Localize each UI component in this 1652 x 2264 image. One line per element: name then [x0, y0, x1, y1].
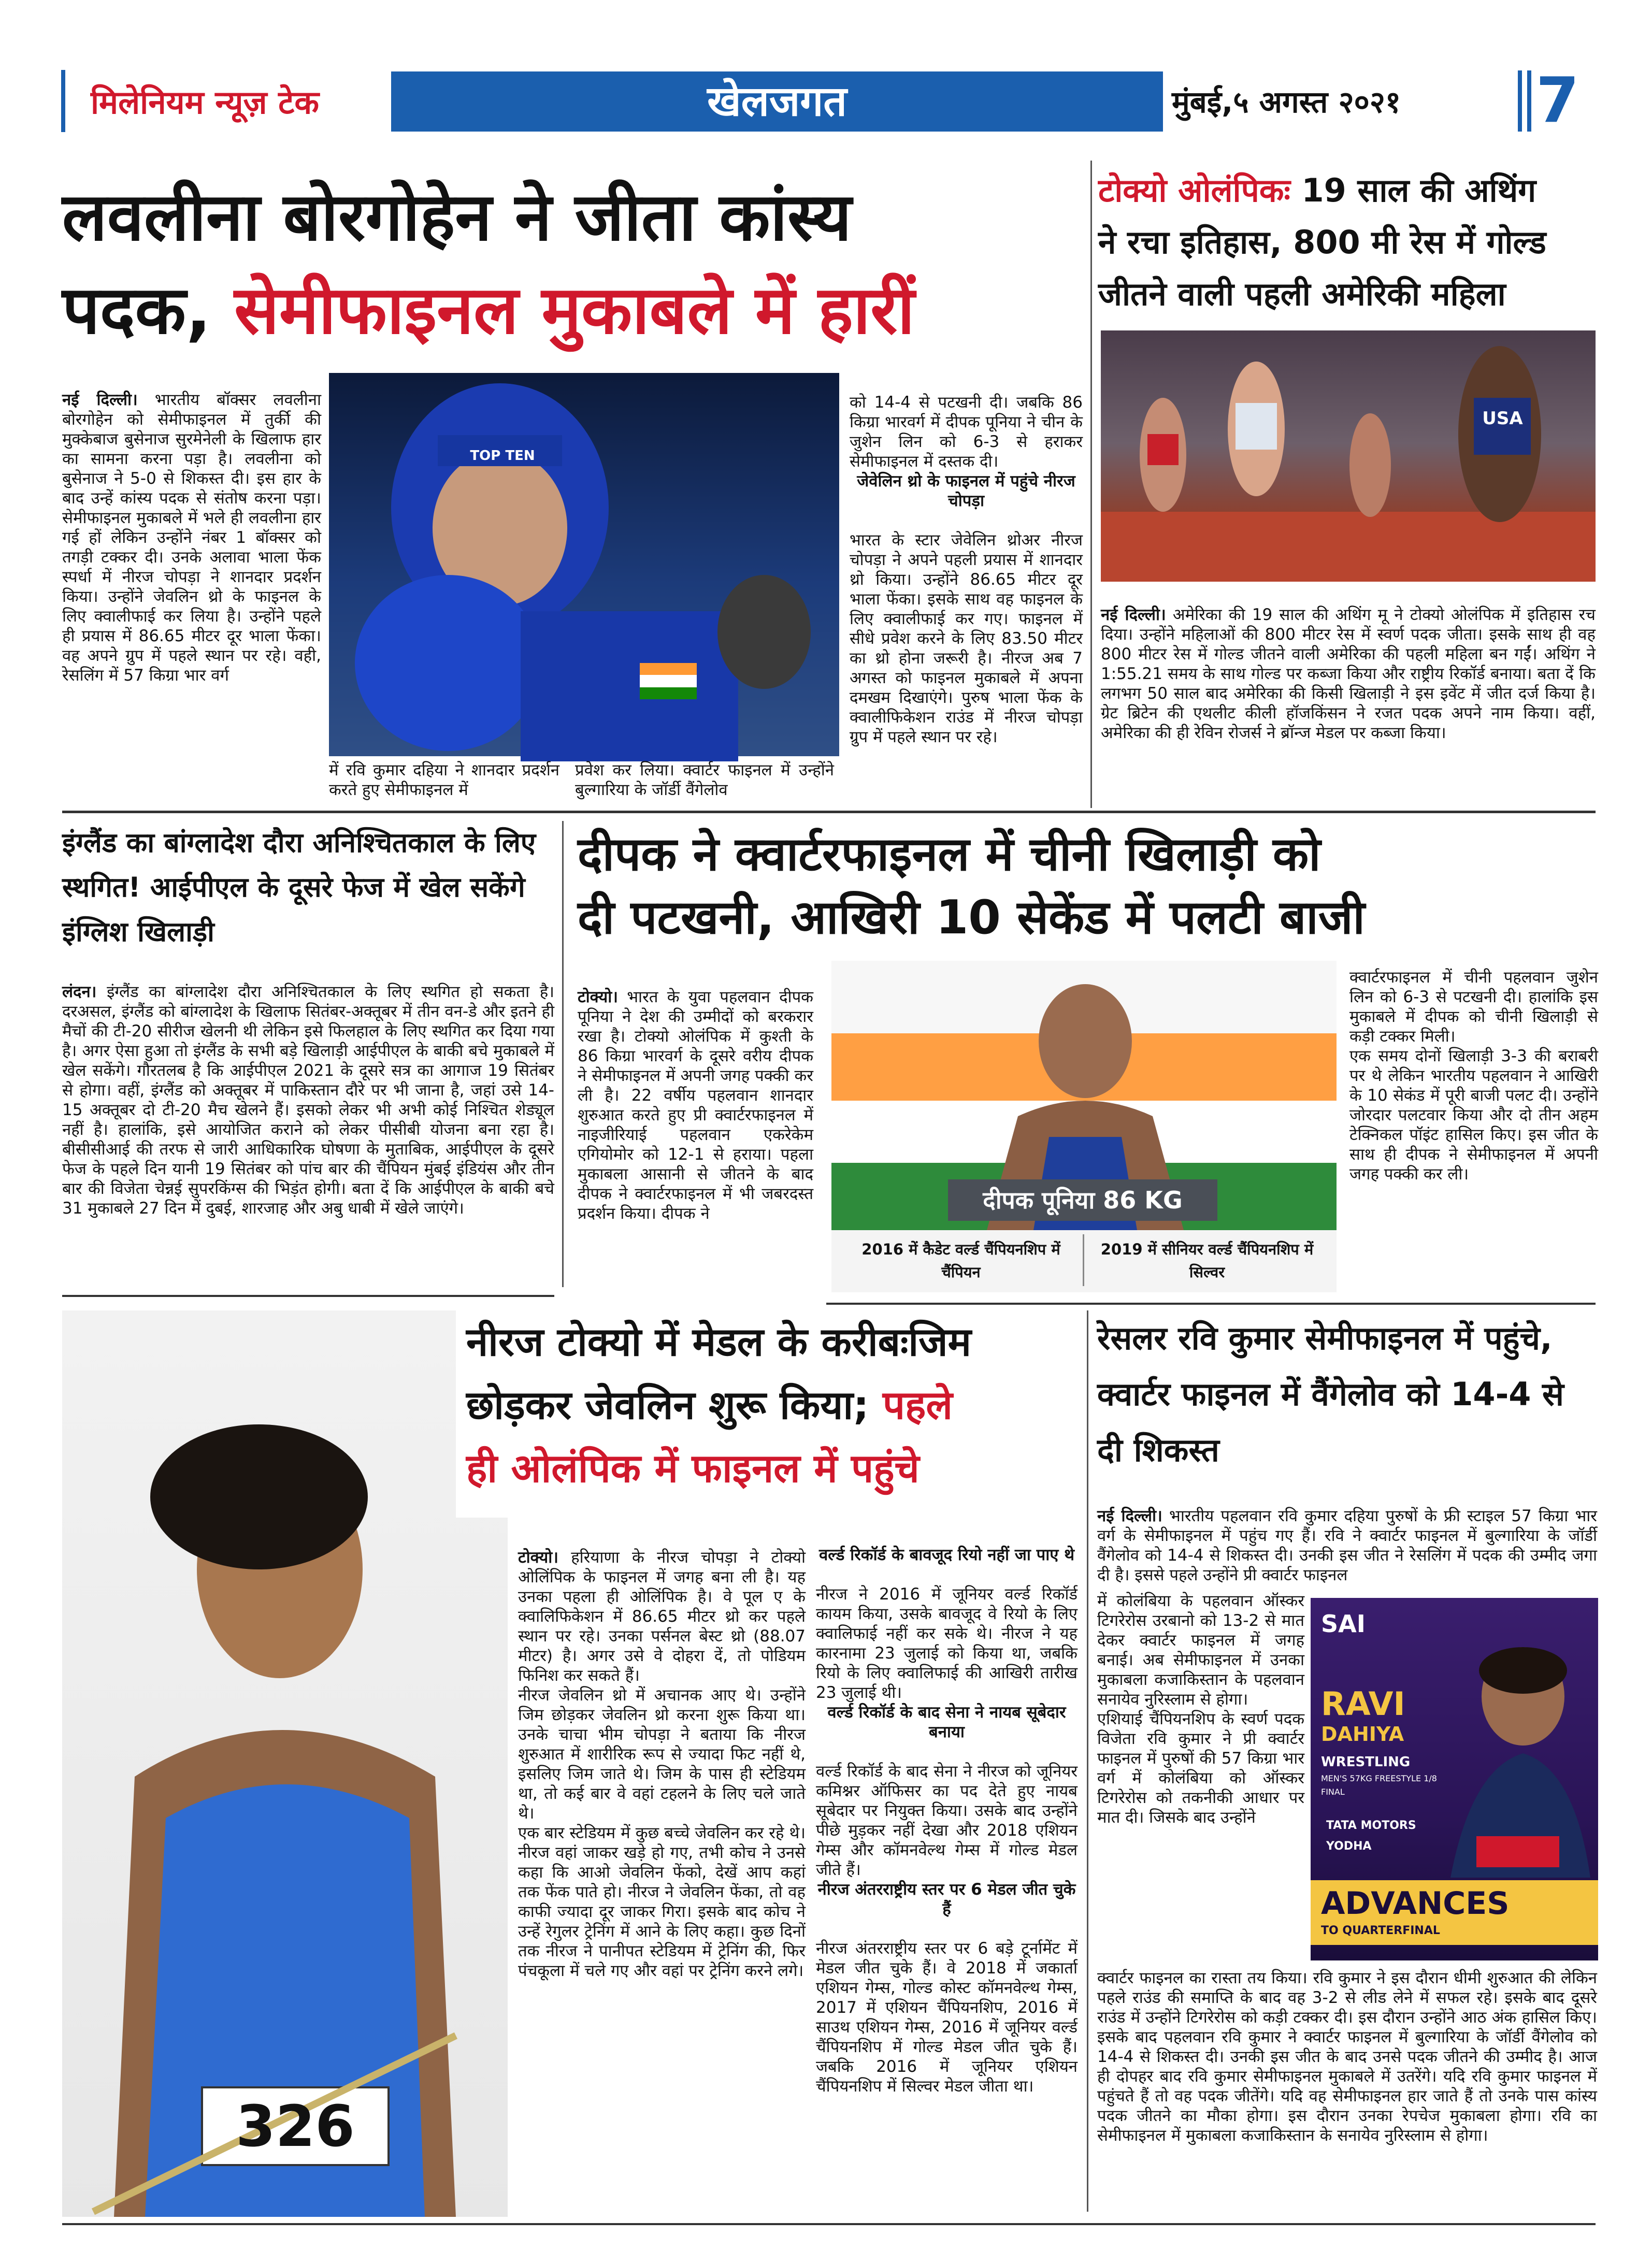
section-title: खेलजगत	[707, 77, 847, 125]
ravi-graphic-name1: RAVI	[1321, 1685, 1405, 1723]
section-divider-2	[826, 1303, 1596, 1305]
boxer-illustration	[329, 373, 839, 756]
ravi-advances-banner	[1311, 1880, 1598, 1945]
athing-headline-line1: 19 साल की अथिंग	[1301, 171, 1536, 209]
lovlina-headline-part-black: पदक,	[62, 272, 235, 349]
neeraj-headline-line3: ही ओलंपिक में फाइनल में पहुंचे	[466, 1445, 920, 1491]
england-body-text: इंग्लैंड का बांग्लादेश दौरा अनिश्चितकाल के लिए स्थगित हो सकता है। दरअसल, इंग्लैंड को बांग्लादेश के खिलाफ सितंबर-अक्तूबर में तीन वन-डे और इतने ही मैचों की टी-20 सीरीज खेलनी थी लेकिन इसे फिलहाल के लिए स्थगित कर दिया गया है। अगर ऐसा हुआ तो इंग्लैंड के सभी बड़े खिलाड़ी आईपीएल के बाकी बचे मुकाबले में खेल सकेंगे। गौरतलब है कि आईपीएल 2021 के दूसरे सत्र का आगाज 19 सितंबर से होगा। वहीं, इंग्लैंड को अक्तूबर में पाकिस्तान दौरे पर भी जाना है, जहां उसे 14-15 अक्तूबर दो टी-20 मैच खेलने हैं। इसको लेकर भी अभी कोई निश्चित शेड्यूल नहीं है। हालांकि, इसे आयोजित कराने को लेकर पीसीबी योजना बना रहा है। बीसीसीआई की तरफ से जारी आधिकारिक घोषणा के मुताबिक, आईपीएल के दूसरे फेज के पहले दिन यानी 19 सितंबर को पांच बार की चैंपियन मुंबई इंडियंस और तीन बार की विजेता चेन्नई सुपरकिंग्स की भिड़ंत होगी। बता दें कि आईपीएल के बाकी बचे 31 मुकाबले 27 दिन में दुबई, शारजाह और अबु धाबी में खेले जाएंगे।	[62, 983, 554, 1218]
column-divider-top	[1090, 161, 1092, 808]
lovlina-col4	[850, 373, 1083, 803]
lovlina-col4-text-a: को 14-4 से पटखनी दी। जबकि 86 किग्रा भारवर्ग में दीपक पूनिया ने चीन के जुशेन लिन को 6-3 से हराकर सेमीफाइनल में दस्तक दी।	[850, 393, 1083, 471]
bottom-rule	[62, 2223, 1596, 2225]
page-dateline: मुंबई,५ अगस्त २०२१	[1172, 84, 1401, 120]
neeraj-col1-text: हरियाणा के नीरज चोपड़ा ने टोक्यो ओलिंपिक के फाइनल में जगह बना ली है। यह उनका पहला ही ओलिंपिक है। वे पूल ए के क्वालिफिकेशन में 86.65 मीटर थ्रो कर पहले स्थान पर रहे। उनका पर्सनल बेस्ट थ्रो (88.07 मीटर) है। अगर उसे वे दोहरा दें, तो पोडियम फिनिश कर सकते हैं। नीरज जेवलिन थ्रो में अचानक आए थे। उन्होंने जिम छोड़कर जेवलिन थ्रो करना शुरू किया था। उनके चाचा भीम चोपड़ा ने बताया कि नीरज शुरुआत में शारीरिक रूप से ज्यादा फिट नहीं थे, इसलिए जिम जाते थे। जिम के पास ही स्टेडियम था, तो कई बार वे वहां टहलने के लिए चले जाते थे। एक बार स्टेडियम में कुछ बच्चे जेवलिन कर रहे थे। नीरज वहां जाकर खड़े हो गए, तभी कोच ने उनसे कहा कि आओ जेवलिन फेंको, देखें आप कहां तक फेंक पाते हो। नीरज ने जेवलिन फेंका, तो वह काफी ज्यादा दूर जाकर गिरा। इसके बाद कोच ने उन्हें रेगुलर ट्रेनिंग में आने के लिए कहा। कुछ दिनों तक नीरज ने पानीपत स्टेडियम में ट्रेनिंग की, फिर पंचकूला में चले गए और वहां पर ट्रेनिंग करने लगे।	[518, 1548, 806, 1980]
ravi-graphic-name2: DAHIYA	[1321, 1723, 1404, 1746]
neeraj-dateline: टोक्यो।	[518, 1548, 558, 1567]
ravi-intro-text: भारतीय पहलवान रवि कुमार दहिया पुरुषों के फ्री स्टाइल 57 किग्रा भार वर्ग के सेमीफाइनल में पहुंच गए हैं। रवि ने क्वार्टर फाइनल में बुल्गारिया के जॉर्डी वैंगेलोव को 14-4 से शिकस्त दी। उनकी इस जीत ने रेसलिंग में पदक की उम्मीद जगा दी है। इससे पहले उन्होंने प्री क्वार्टर फाइनल	[1097, 1507, 1597, 1584]
neeraj-col1	[518, 1528, 806, 2207]
neeraj-bib-number: 326	[236, 2093, 355, 2159]
england-body	[62, 962, 554, 1294]
neeraj-col2-para3: नीरज अंतरराष्ट्रीय स्तर पर 6 बड़े टूर्नामेंट में मेडल जीत चुके हैं। वे 2018 में जकार्ता एशियन गेम्स, गोल्ड कोस्ट कॉमनवेल्थ गेम्स, 2017 में एशियन चैंपियनशिप, 2016 में साउथ एशियन गेम्स, 2016 में जूनियर वर्ल्ड चैंपियनशिप में गोल्ड मेडल जीत चुके हैं। जबकि 2016 में जूनियर एशियन चैंपियनशिप में सिल्वर मेडल जीता था।	[816, 1939, 1078, 2096]
deepak-col1-text: भारत के युवा पहलवान दीपक पूनिया ने देश की उम्मीदों को बरकरार रखा है। टोक्यो ओलंपिक में कुश्ती के 86 किग्रा भारवर्ग के दूसरे वरीय दीपक ने सेमीफाइनल में अपनी जगह पक्की कर ली है। 22 वर्षीय पहलवान शानदार शुरुआत करते हुए प्री क्वार्टरफाइनल में नाइजीरियाई पहलवान एकरेकेम एगियोमोर को 12-1 से हराया। पहला मुकाबला आसानी से जीतने के बाद दीपक ने क्वार्टरफाइनल में भी जबरदस्त प्रदर्शन किया। दीपक ने	[578, 988, 813, 1223]
deepak-caption-divider	[1083, 1234, 1084, 1286]
ravi-wrestler-illustration	[1440, 1639, 1596, 1878]
column-divider-mid	[562, 821, 564, 1287]
neeraj-photo	[62, 1310, 508, 2217]
ravi-headline: रेसलर रवि कुमार सेमीफाइनल में पहुंचे, क्वार्टर फाइनल में वैंगेलोव को 14-4 से दी शिकस्त	[1097, 1319, 1564, 1469]
athing-photo-label: USA	[1482, 408, 1523, 429]
section-divider-2-left	[62, 1295, 554, 1297]
lovlina-headline-line1: लवलीना बोरगोहेन ने जीता कांस्य	[62, 179, 852, 256]
england-headline: इंग्लैंड का बांग्लादेश दौरा अनिश्चितकाल के लिए स्थगित! आईपीएल के दूसरे फेज में खेल सकेंगे इंग्लिश खिलाड़ी	[62, 827, 536, 948]
ravi-left-col: में कोलंबिया के पहलवान ऑस्कर टिगरेरोस उरबानो को 13-2 से मात देकर क्वार्टर फाइनल में जगह बनाई। अब सेमीफाइनल में उनका मुकाबला कजाकिस्तान के पहलवान सनायेव नुरिस्लाम से होगा। एशियाई चैंपियनशिप के स्वर्ण पदक विजेता रवि कुमार ने प्री क्वार्टर फाइनल में पुरुषों की 57 किग्रा भार वर्ग में कोलंबिया को ऑस्कर टिगरेरोस को तकनीकी आधार पर मात दी। जिसके बाद उन्होंने	[1097, 1592, 1304, 1827]
deepak-caption-left: 2016 में कैडेट वर्ल्ड चैंपियनशिप में चैंपियन	[861, 1241, 1060, 1281]
deepak-col3: क्वार्टरफाइनल में चीनी पहलवान जुशेन लिन को 6-3 से पटखनी दी। हालांकि इस मुकाबले में दीपक को चीनी खिलाड़ी से कड़ी टक्कर मिली। एक समय दोनों खिलाड़ी 3-3 की बराबरी पर थे लेकिन भारतीय पहलवान ने आखिरी के 10 सेकंड में पूरी बाजी पलट दी। उन्होंने जोरदार पलटवार किया और दो तीन अहम टेक्निकल पॉइंट हासिल किए। इस जीत के साथ ही दीपक ने सेमीफाइनल में अपनी जगह पक्की कर ली।	[1349, 968, 1598, 1184]
lovlina-headline-part-red: सेमीफाइनल मुकाबले में हारीं	[234, 272, 915, 349]
athing-headline-red: टोक्यो ओलंपिकः	[1098, 171, 1302, 209]
javelin-thrower-illustration	[62, 1310, 508, 2217]
section-divider-1	[62, 811, 1596, 813]
neeraj-headline	[456, 1310, 1072, 1518]
deepak-headline-line1: दीपक ने क्वार्टरफाइनल में चीनी खिलाड़ी को	[578, 827, 1321, 882]
page-number-divider-2	[1527, 70, 1531, 132]
ravi-graphic-sponsor: TATA MOTORS YODHA	[1326, 1819, 1416, 1853]
neeraj-subhead-1: वर्ल्ड रिकॉर्ड के बावजूद रियो नहीं जा पाए थे	[818, 1546, 1075, 1564]
lovlina-col4-text-b: भारत के स्टार जेवेलिन थ्रोअर नीरज चोपड़ा ने अपने पहली प्रयास में शानदार थ्रो किया। उन्होंने 86.65 मीटर दूर भाला फेंका। इसके साथ वह फाइनल के लिए क्वालीफाई कर गए। फाइनल में सीधे प्रवेश करने के लिए 83.50 मीटर का थ्रो होना जरूरी है। नीरज अब 7 अगस्त को फाइनल मुकाबले में अपना दमखम दिखाएंगे। पुरुष भाला फेंक के क्वालीफिकेशन राउंड में नीरज चोपड़ा ग्रुप में पहले स्थान पर रहे।	[850, 531, 1083, 746]
masthead	[0, 62, 1652, 150]
ravi-graphic-event: MEN'S 57KG FREESTYLE 1/8 FINAL	[1321, 1773, 1437, 1797]
neeraj-headline-line2-black: छोड़कर जेवलिन शुरू किया;	[466, 1382, 883, 1428]
section-banner	[391, 71, 1163, 132]
ravi-graphic-logo: SAI	[1321, 1610, 1366, 1638]
lovlina-photo-label: TOP TEN	[470, 448, 535, 464]
neeraj-headline-line2-red: पहले	[882, 1382, 953, 1428]
neeraj-headline-line1: नीरज टोक्यो में मेडल के करीबःजिम	[466, 1319, 971, 1365]
paper-name: मिलेनियम न्यूज़ टेक	[91, 83, 319, 121]
lovlina-boxing-photo	[329, 373, 839, 756]
ravi-advances-sub: TO QUARTERFINAL	[1321, 1924, 1440, 1937]
athing-headline-line2: ने रचा इतिहास, 800 मी रेस में गोल्ड	[1098, 223, 1546, 261]
lovlina-col1	[62, 370, 321, 800]
neeraj-subhead-3: नीरज अंतरराष्ट्रीय स्तर पर 6 मेडल जीत चुके हैं	[817, 1880, 1076, 1919]
deepak-dateline: टोक्यो।	[578, 988, 618, 1006]
athing-race-photo	[1101, 330, 1596, 582]
neeraj-col2	[816, 1525, 1078, 2209]
masthead-left-bar	[61, 70, 65, 132]
ravi-graphic-sport: WRESTLING	[1321, 1754, 1411, 1770]
deepak-photo-banner: दीपक पूनिया 86 KG	[948, 1179, 1217, 1221]
runners-illustration	[1101, 330, 1596, 582]
deepak-headline-line2: दी पटखनी, आखिरी 10 सेकेंड में पलटी बाजी	[578, 890, 1365, 945]
deepak-photo	[831, 961, 1337, 1292]
lovlina-dateline: नई दिल्ली।	[62, 391, 138, 409]
athing-dateline: नई दिल्ली।	[1101, 605, 1166, 624]
page-number: 7	[1536, 65, 1579, 137]
neeraj-subhead-2: वर्ल्ड रिकॉर्ड के बाद सेना ने नायब सूबेदार बनाया	[827, 1703, 1066, 1741]
page-number-divider	[1518, 70, 1522, 132]
ravi-dateline: नई दिल्ली।	[1097, 1507, 1162, 1525]
ravi-intro	[1097, 1487, 1597, 1590]
deepak-caption-right: 2019 में सीनियर वर्ल्ड चैंपियनशिप में सिल्वर	[1100, 1241, 1314, 1281]
lovlina-col2: में रवि कुमार दहिया ने शानदार प्रदर्शन करते हुए सेमीफाइनल में	[329, 761, 559, 799]
lovlina-col1-text: भारतीय बॉक्सर लवलीना बोरगोहेन को सेमीफाइनल में तुर्की की मुक्केबाज बुसेनाज सुरमेनेली के खिलाफ हार का सामना करना पड़ा है। लवलीना को बुसेनाज ने 5-0 से शिकस्त दी। इस हार के बाद उन्हें कांस्य पदक से संतोष करना पड़ा। सेमीफाइनल मुकाबले में भले ही लवलीना हार गई हों लेकिन उन्होंने नंबर 1 बॉक्सर को तगड़ी टक्कर दी। उनके अलावा भाला फेंक स्पर्धा में नीरज चोपड़ा ने शानदार प्रदर्शन किया। उन्होंने जेवलिन थ्रो के फाइनल के लिए क्वालीफाई कर लिया है। उन्होंने पहले ही प्रयास में 86.65 मीटर दूर भाला फेंका। वह अपने ग्रुप में पहले स्थान पर रहे। वही, रेसलिंग में 57 किग्रा भार वर्ग	[62, 391, 321, 685]
lovlina-col4-subhead: जेवेलिन थ्रो के फाइनल में पहुंचे नीरज चोपड़ा	[857, 472, 1075, 510]
lovlina-col3: प्रवेश कर लिया। क्वार्टर फाइनल में उन्होंने बुल्गारिया के जॉर्डी वैंगेलोव	[575, 761, 834, 799]
neeraj-col2-para1: नीरज ने 2016 में जूनियर वर्ल्ड रिकॉर्ड कायम किया, उसके बावजूद वे रियो के लिए क्वालिफाई नहीं कर सके थे। नीरज ने यह कारनामा 23 जुलाई को किया था, जबकि रियो के लिए क्वालिफाई की आखिरी तारीख 23 जुलाई थी।	[816, 1585, 1078, 1702]
lovlina-headline-line2	[62, 264, 1098, 357]
athing-headline-line3: जीतने वाली पहली अमेरिकी महिला	[1098, 275, 1506, 313]
deepak-col1	[578, 968, 813, 1299]
athing-body-text: अमेरिका की 19 साल की अथिंग मू ने टोक्यो ओलंपिक में इतिहास रच दिया। उन्होंने महिलाओं की 800 मीटर रेस में स्वर्ण पदक जीता। इसके साथ ही वह 800 मीटर रेस में गोल्ड जीतने वाली अमेरिका की पहली महिला बन गईं। अथिंग ने 1:55.21 समय के साथ गोल्ड पर कब्जा किया और राष्ट्रीय रिकॉर्ड बनाया। बता दें कि लगभग 50 साल बाद अमेरिका की किसी खिलाड़ी ने इस इवेंट में जीत दर्ज किया है। ग्रेट ब्रिटेन की एथलीट कीली हॉजकिंसन ने रजत पदक अपने नाम किया। वहीं, अमेरिका की ही रेविन रोजर्स ने ब्रॉन्ज मेडल पर कब्जा किया।	[1101, 605, 1596, 742]
ravi-outro: क्वार्टर फाइनल का रास्ता तय किया। रवि कुमार ने इस दौरान धीमी शुरुआत की लेकिन पहले राउंड की समाप्ति के बाद वह 3-2 से लीड लेने में सफल रहे। इसके बाद दूसरे राउंड में उन्होंने टिगरेरोस को कड़ी टक्कर दी। इस दौरान उन्होंने आठ अंक हासिल किए। इसके बाद पहलवान रवि कुमार ने क्वार्टर फाइनल में बुल्गारिया के जॉर्डी वैंगेलोव को 14-4 से शिकस्त दी। उनकी इस जीत के बाद उनसे पदक जीतने की उम्मीद है। आज ही दोपहर बाद रवि कुमार सेमीफाइनल मुकाबले में उतरेंगे। यदि रवि कुमार फाइनल में पहुंचते हैं तो वह पदक जीतेंगे। यदि वह सेमीफाइनल हार जाते हैं तो उनके पास कांस्य पदक जीतने का मौका होगा। इस दौरान उनका रेपचेज मुकाबला होगा। रवि का सेमीफाइनल में मुकाबला कजाकिस्तान के सनायेव नुरिस्लाम से होगा।	[1097, 1969, 1597, 2145]
ravi-graphic	[1311, 1598, 1598, 1960]
neeraj-col2-para2: वर्ल्ड रिकॉर्ड के बाद सेना ने नीरज को जूनियर कमिश्नर ऑफिसर का पद देते हुए नायब सूबेदार पर नियुक्त किया। उसके बाद उन्होंने पीछे मुड़कर नहीं देखा और 2018 एशियन गेम्स और कॉमनवेल्थ गेम्स में गोल्ड मेडल जीते हैं।	[816, 1762, 1078, 1879]
column-divider-bottom	[1087, 1310, 1088, 2212]
england-dateline: लंदन।	[62, 983, 97, 1001]
ravi-advances-title: ADVANCES	[1321, 1885, 1510, 1922]
athing-body	[1101, 585, 1596, 803]
athing-headline	[1098, 165, 1616, 330]
